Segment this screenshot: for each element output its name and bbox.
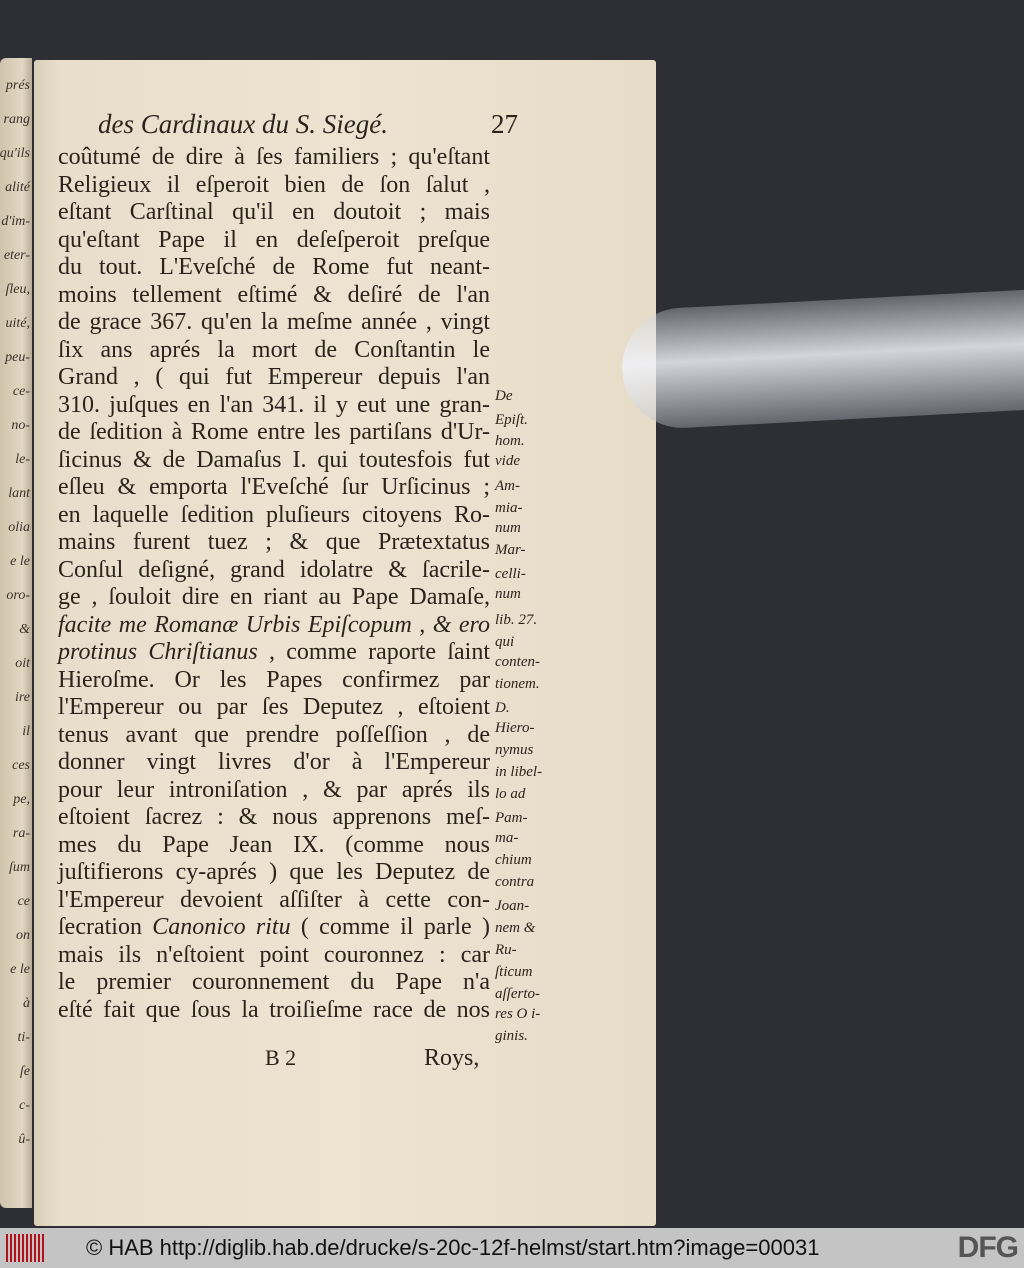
- text-segment: qu'eſtant Pape il en deſeſperoit preſque: [58, 226, 490, 253]
- hab-logo-icon: [6, 1234, 46, 1262]
- italic-text: protinus Chriſtianus: [58, 639, 258, 665]
- facing-page-fragment: ſum: [9, 860, 30, 875]
- footer-bar: [0, 1228, 1024, 1268]
- facing-page-fragment: à: [23, 996, 30, 1011]
- margin-note: Ru-: [495, 942, 517, 958]
- margin-note: lib. 27.: [495, 612, 538, 628]
- facing-page-fragment: uité,: [5, 316, 30, 331]
- text-line: [58, 144, 490, 171]
- text-line: [58, 309, 490, 336]
- text-line: [58, 997, 490, 1024]
- facing-page-fragment: d'im-: [1, 214, 30, 229]
- margin-note: num: [495, 586, 521, 602]
- text-segment: ( comme il parle ): [290, 914, 490, 940]
- text-segment: ge , ſouloit dire en riant au Pape Damaſe,: [58, 584, 490, 610]
- text-segment: Religieux il eſperoit bien de ſon ſalut ,: [58, 171, 490, 198]
- text-line: [58, 859, 490, 886]
- facing-page-fragment: alité: [5, 180, 30, 195]
- text-line: [58, 227, 490, 254]
- margin-note: contra: [495, 874, 535, 890]
- facing-page-fragment: le-: [15, 452, 30, 467]
- facing-page-fragment: peu-: [5, 350, 30, 365]
- facing-page-fragment: lant: [8, 486, 30, 501]
- margin-note: tionem.: [495, 676, 540, 692]
- facing-page-fragment: ce: [17, 894, 30, 909]
- text-line: [58, 942, 490, 969]
- text-segment: 310. juſques en l'an 341. il y eut une gran-: [58, 391, 490, 418]
- text-segment: tenus avant que prendre poſſeſſion , de: [58, 721, 490, 748]
- text-line: [58, 199, 490, 226]
- text-line: [58, 419, 490, 446]
- text-segment: mains furent tuez ; & que Prætextatus: [58, 529, 490, 555]
- text-line: [58, 969, 490, 996]
- facing-page-fragment: oit: [15, 656, 30, 671]
- text-segment: eſté fait que ſous la troiſieſme race de nos: [58, 996, 490, 1023]
- margin-note: Am-: [495, 478, 520, 494]
- margin-note: num: [495, 520, 521, 536]
- facing-page-fragment: eter-: [3, 248, 30, 263]
- text-line: [58, 667, 490, 694]
- facing-page-fragment: ti-: [17, 1030, 30, 1045]
- text-line: [58, 639, 490, 666]
- margin-note: De: [495, 388, 513, 404]
- text-line: [58, 777, 490, 804]
- running-head-title: des Cardinaux du S. Siegé.: [98, 109, 388, 139]
- text-line: [58, 804, 490, 831]
- margin-note: conten-: [495, 654, 540, 670]
- text-line: [58, 612, 490, 639]
- text-segment: du tout. L'Eveſché de Rome fut neant-: [58, 254, 490, 280]
- text-line: [58, 557, 490, 584]
- margin-note: aſſerto-: [495, 986, 540, 1002]
- text-segment: l'Empereur ou par ſes Deputez , eſtoient: [58, 694, 490, 720]
- text-segment: Hieroſme. Or les Papes confirmez par: [58, 666, 490, 693]
- text-line: [58, 474, 490, 501]
- margin-note: Pam-: [495, 810, 528, 826]
- text-segment: l'Empereur devoient aſſiſter à cette con-: [58, 886, 490, 913]
- text-line: [58, 392, 490, 419]
- running-head: [98, 108, 518, 140]
- text-segment: juſtifierons cy-aprés ) que les Deputez de: [58, 859, 490, 885]
- margin-note: res O i-: [495, 1006, 541, 1022]
- text-line: [58, 584, 490, 611]
- margin-note: vide: [495, 453, 520, 469]
- text-segment: ſicinus & de Damaſus I. qui toutesfois fut: [58, 446, 490, 473]
- text-line: [58, 832, 490, 859]
- facing-page-fragment: qu'ils: [0, 146, 30, 161]
- margin-note: ma-: [495, 830, 519, 846]
- text-segment: donner vingt livres d'or à l'Empereur: [58, 749, 490, 775]
- text-segment: eſtoient ſacrez : & nous apprenons meſ-: [58, 804, 490, 830]
- page-number: 27: [491, 109, 518, 139]
- book-page: [34, 60, 656, 1226]
- text-line: [58, 364, 490, 391]
- italic-text: facite me Romanæ Urbis Epiſcopum , & ero: [58, 611, 490, 638]
- margin-note: mia-: [495, 500, 523, 516]
- facing-page-fragment: olia: [8, 520, 30, 535]
- text-line: [58, 447, 490, 474]
- text-line: [58, 749, 490, 776]
- text-segment: en laquelle ſedition pluſieurs citoyens Ro-: [58, 501, 490, 528]
- facing-page-fragment: ces: [12, 758, 30, 773]
- margin-note: Joan-: [495, 898, 530, 914]
- text-line: [58, 887, 490, 914]
- facing-page-fragment: c-: [19, 1098, 30, 1113]
- margin-note: chium: [495, 852, 532, 868]
- text-segment: pour leur introniſation , & par aprés ils: [58, 776, 490, 803]
- margin-note: Hiero-: [495, 720, 535, 736]
- text-segment: coûtumé de dire à ſes familiers ; qu'eſtant: [58, 144, 490, 170]
- text-line: [58, 254, 490, 281]
- text-segment: , comme raporte ſaint: [257, 639, 490, 665]
- facing-page-fragment: no-: [11, 418, 30, 433]
- text-segment: ſecration: [58, 914, 153, 940]
- facing-page-fragment: on: [16, 928, 30, 943]
- facing-page-edge: [0, 58, 32, 1208]
- text-segment: Grand , ( qui fut Empereur depuis l'an: [58, 364, 490, 390]
- text-segment: de ſedition à Rome entre les partiſans d'Ur-: [58, 419, 490, 445]
- source-link[interactable]: © HAB http://diglib.hab.de/drucke/s-20c-12f-helmst/start.htm?image=00031: [86, 1235, 820, 1260]
- margin-note: Mar-: [495, 542, 526, 558]
- facing-page-fragment: &: [19, 622, 30, 637]
- text-segment: de grace 367. qu'en la meſme année , vingt: [58, 309, 490, 335]
- text-line: [58, 502, 490, 529]
- text-segment: le premier couronnement du Pape n'a: [58, 969, 490, 995]
- facing-page-fragment: ire: [14, 690, 30, 705]
- margin-note: in libel-: [495, 764, 543, 780]
- text-segment: moins tellement eſtimé & deſiré de l'an: [58, 281, 490, 308]
- margin-note: ſticum: [495, 964, 533, 980]
- text-line: [58, 529, 490, 556]
- text-segment: Conſul deſigné, grand idolatre & ſacrile-: [58, 556, 490, 583]
- glass-page-holder: [619, 289, 1024, 431]
- margin-note: ginis.: [495, 1028, 528, 1044]
- margin-note: nymus: [495, 742, 534, 758]
- margin-note: nem &: [495, 920, 536, 936]
- facing-page-fragment: ce-: [12, 384, 30, 399]
- margin-note: qui: [495, 634, 515, 650]
- margin-note: lo ad: [495, 786, 526, 802]
- margin-note: hom.: [495, 433, 525, 449]
- signature-mark: B 2: [265, 1045, 297, 1070]
- facing-page-fragment: û-: [18, 1132, 30, 1147]
- text-line: [58, 722, 490, 749]
- text-line: [58, 172, 490, 199]
- text-segment: eſleu & emporta l'Eveſché ſur Urſicinus ;: [58, 474, 490, 500]
- text-line: [58, 282, 490, 309]
- text-line: [58, 694, 490, 721]
- facing-page-fragment: e le: [10, 554, 30, 569]
- margin-note: Epiſt.: [495, 412, 528, 428]
- margin-note: D.: [495, 700, 510, 716]
- text-segment: mes du Pape Jean IX. (comme nous: [58, 831, 490, 858]
- facing-page-fragment: ſleu,: [5, 282, 30, 297]
- facing-page-fragment: prés: [5, 78, 30, 93]
- text-line: [58, 914, 490, 941]
- text-segment: mais ils n'eſtoient point couronnez : car: [58, 941, 490, 968]
- text-segment: ſix ans aprés la mort de Conſtantin le: [58, 336, 490, 363]
- facing-page-fragment: pe,: [13, 792, 30, 807]
- text-segment: eſtant Carſtinal qu'il en doutoit ; mais: [58, 199, 490, 225]
- catchword: Roys,: [424, 1045, 480, 1071]
- facing-page-fragment: oro-: [6, 588, 30, 603]
- dfg-logo: DFG: [957, 1231, 1018, 1264]
- text-line: [58, 337, 490, 364]
- facing-page-fragment: e le: [10, 962, 30, 977]
- facing-page-fragment: rang: [3, 112, 30, 127]
- facing-page-fragment: il: [22, 724, 30, 739]
- margin-note: celli-: [495, 566, 526, 582]
- italic-text: Canonico ritu: [152, 914, 291, 940]
- facing-page-fragment: ra-: [12, 826, 30, 841]
- facing-page-fragment: ſe: [19, 1064, 30, 1079]
